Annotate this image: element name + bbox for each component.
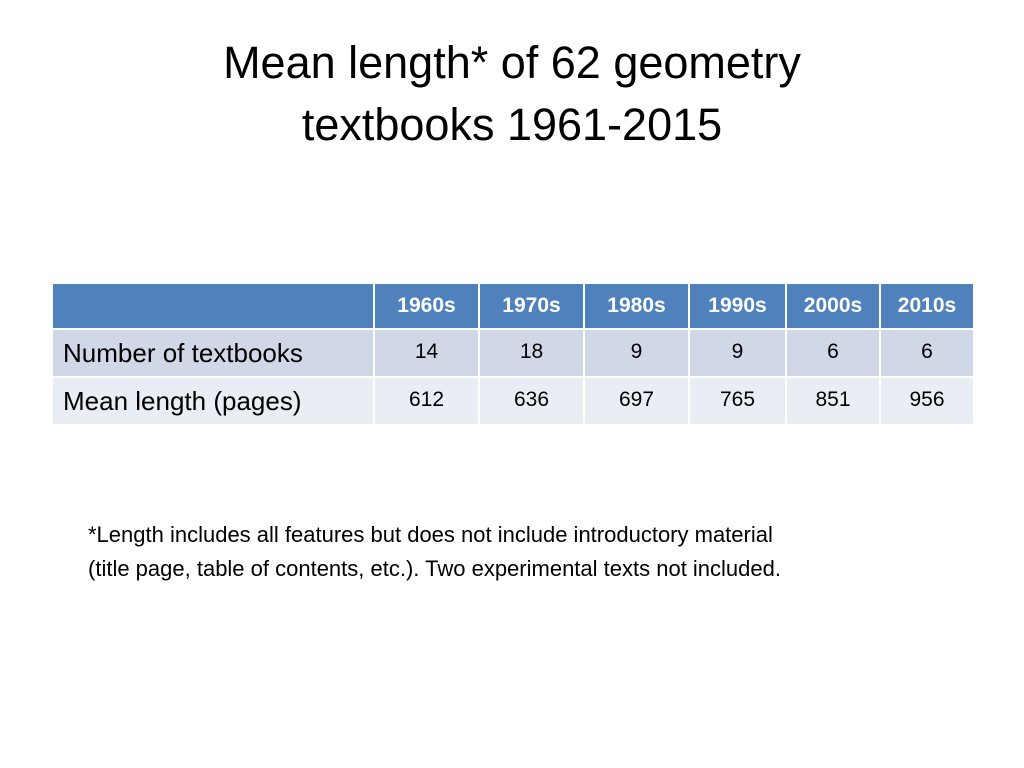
table-cell: 9 — [689, 329, 786, 377]
table-cell: 6 — [786, 329, 880, 377]
footnote-line-2: (title page, table of contents, etc.). Two experimental texts not included. — [88, 556, 781, 581]
row-label: Mean length (pages) — [52, 377, 374, 425]
table-cell: 956 — [880, 377, 974, 425]
table-cell: 697 — [584, 377, 689, 425]
header-cell-2000s: 2000s — [786, 283, 880, 329]
header-cell-1960s: 1960s — [374, 283, 479, 329]
table-row-number-of-textbooks — [52, 329, 974, 377]
table-cell: 9 — [584, 329, 689, 377]
table-cell: 612 — [374, 377, 479, 425]
table-cell: 14 — [374, 329, 479, 377]
title-line-2: textbooks 1961-2015 — [301, 99, 723, 150]
table-cell: 636 — [479, 377, 584, 425]
table-cell: 851 — [786, 377, 880, 425]
title-line-1: Mean length* of 62 geometry — [223, 37, 801, 88]
footnote — [88, 518, 968, 586]
footnote-line-1: *Length includes all features but does not include introductory material — [88, 522, 773, 547]
header-cell-2010s: 2010s — [880, 283, 974, 329]
slide-title — [80, 32, 944, 156]
row-label: Number of textbooks — [52, 329, 374, 377]
table-cell: 18 — [479, 329, 584, 377]
header-cell-1980s: 1980s — [584, 283, 689, 329]
header-corner-cell — [52, 283, 374, 329]
table-cell: 765 — [689, 377, 786, 425]
data-table — [51, 282, 975, 426]
header-row — [52, 283, 974, 329]
table-cell: 6 — [880, 329, 974, 377]
header-cell-1990s: 1990s — [689, 283, 786, 329]
table-row-mean-length — [52, 377, 974, 425]
header-cell-1970s: 1970s — [479, 283, 584, 329]
